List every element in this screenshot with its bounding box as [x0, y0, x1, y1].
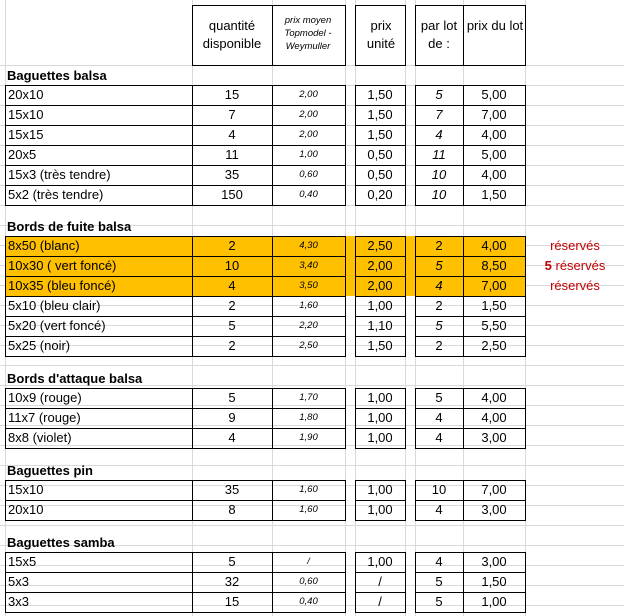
border-line: [5, 336, 346, 337]
border-line: [5, 408, 346, 409]
border-line: [415, 552, 526, 553]
border-line: [5, 296, 346, 297]
border-line: [355, 356, 406, 357]
border-line: [192, 236, 193, 357]
lot-size-cell: 2: [435, 338, 443, 353]
item-name: 3x3: [8, 594, 29, 609]
lot-price-cell: 5,00: [481, 87, 507, 102]
lot-price-cell: 4,00: [481, 238, 507, 253]
reserved-label: réservés: [550, 238, 600, 253]
unit-price-cell: /: [378, 594, 382, 609]
item-name: 5x25 (noir): [8, 338, 71, 353]
lot-size-cell: 4: [435, 278, 443, 293]
border-line: [415, 408, 526, 409]
border-line: [415, 5, 526, 6]
quantity-cell: 150: [221, 187, 243, 202]
item-name: 10x9 (rouge): [8, 390, 82, 405]
section-title: Baguettes pin: [7, 463, 93, 478]
unit-price-cell: 1,50: [367, 338, 393, 353]
border-line: [5, 85, 6, 206]
border-line: [415, 165, 526, 166]
border-line: [405, 236, 406, 357]
border-line: [5, 316, 346, 317]
average-price-cell: 1,90: [299, 432, 318, 443]
unit-price-cell: 0,50: [367, 167, 393, 182]
border-line: [355, 85, 356, 206]
border-line: [355, 236, 356, 357]
reserved-label: réservés: [550, 278, 600, 293]
border-line: [355, 125, 406, 126]
unit-price-cell: 1,10: [367, 318, 393, 333]
border-line: [355, 65, 406, 66]
border-line: [192, 552, 193, 613]
lot-price-cell: 4,00: [481, 410, 507, 425]
lot-price-cell: 4,00: [481, 390, 507, 405]
border-line: [415, 105, 526, 106]
quantity-cell: 4: [228, 127, 236, 142]
border-line: [192, 480, 193, 521]
item-name: 8x8 (violet): [8, 430, 72, 445]
average-price-cell: 0,40: [299, 189, 318, 200]
border-line: [272, 85, 273, 206]
border-line: [192, 5, 193, 65]
border-line: [415, 85, 416, 206]
border-line: [355, 428, 406, 429]
unit-price-cell: 1,00: [367, 298, 393, 313]
border-line: [272, 5, 273, 65]
border-line: [355, 408, 406, 409]
quantity-cell: 32: [224, 574, 240, 589]
border-line: [5, 276, 346, 277]
border-line: [355, 5, 356, 65]
border-line: [355, 612, 406, 613]
lot-size-cell: 10: [431, 187, 447, 202]
border-line: [272, 388, 273, 449]
border-line: [5, 572, 346, 573]
border-line: [5, 500, 346, 501]
header-prix-moyen: prix moyen Topmodel - Weymuller: [284, 15, 332, 52]
border-line: [5, 388, 346, 389]
unit-price-cell: 1,00: [367, 390, 393, 405]
reserved-count: 5: [544, 258, 552, 273]
border-line: [415, 65, 526, 66]
average-price-cell: 1,60: [299, 484, 318, 495]
border-line: [5, 592, 346, 593]
quantity-cell: 15: [224, 87, 240, 102]
border-line: [345, 388, 346, 449]
lot-size-cell: 5: [435, 87, 443, 102]
unit-price-cell: 2,00: [367, 258, 393, 273]
reserved-note: [526, 236, 624, 256]
border-line: [463, 552, 464, 613]
border-line: [355, 145, 406, 146]
average-price-cell: 2,00: [299, 89, 318, 100]
border-line: [415, 612, 526, 613]
quantity-cell: 4: [228, 430, 236, 445]
border-line: [415, 572, 526, 573]
border-line: [355, 276, 406, 277]
item-name: 10x30 ( vert foncé): [8, 258, 117, 273]
quantity-cell: 11: [225, 147, 239, 162]
lot-price-cell: 5,50: [481, 318, 507, 333]
border-line: [5, 552, 346, 553]
border-line: [5, 125, 346, 126]
unit-price-cell: 0,50: [367, 147, 393, 162]
unit-price-cell: 1,00: [367, 502, 393, 517]
border-line: [415, 256, 526, 257]
section-title: Bords d'attaque balsa: [7, 371, 143, 386]
quantity-cell: 5: [228, 318, 236, 333]
border-line: [5, 236, 6, 357]
average-price-cell: 0,60: [299, 576, 318, 587]
border-line: [415, 5, 416, 65]
average-price-cell: 2,00: [299, 129, 318, 140]
border-line: [415, 236, 416, 357]
unit-price-cell: 2,00: [367, 278, 393, 293]
border-line: [5, 428, 346, 429]
item-name: 5x20 (vert foncé): [8, 318, 106, 333]
lot-price-cell: 4,00: [481, 127, 507, 142]
lot-price-cell: 7,00: [481, 482, 507, 497]
item-name: 5x10 (bleu clair): [8, 298, 101, 313]
item-name: 10x35 (bleu foncé): [8, 278, 116, 293]
border-line: [415, 336, 526, 337]
border-line: [272, 236, 273, 357]
border-line: [355, 205, 406, 206]
lot-size-cell: 5: [435, 594, 443, 609]
lot-size-cell: 4: [435, 410, 443, 425]
unit-price-cell: 1,50: [367, 87, 393, 102]
lot-price-cell: 1,50: [481, 187, 507, 202]
border-line: [355, 552, 356, 613]
border-line: [5, 612, 346, 613]
border-line: [192, 388, 193, 449]
border-line: [463, 480, 464, 521]
lot-size-cell: 2: [435, 298, 443, 313]
header-par-lot: par lot de :: [420, 18, 458, 51]
section-title: Bords de fuite balsa: [7, 219, 132, 234]
border-line: [5, 480, 346, 481]
lot-size-cell: 5: [435, 574, 443, 589]
quantity-cell: 15: [224, 594, 240, 609]
item-name: 11x7 (rouge): [8, 410, 81, 425]
lot-price-cell: 4,00: [481, 167, 507, 182]
section-title: Baguettes samba: [7, 535, 115, 550]
average-price-cell: 1,60: [299, 504, 318, 515]
lot-price-cell: 7,00: [481, 278, 507, 293]
average-price-cell: 2,00: [299, 109, 318, 120]
lot-price-cell: 1,00: [481, 594, 507, 609]
header-prix-lot: prix du lot: [466, 18, 524, 33]
lot-price-cell: 5,00: [481, 147, 507, 162]
border-line: [355, 336, 406, 337]
quantity-cell: 2: [228, 338, 236, 353]
border-line: [5, 448, 346, 449]
border-line: [5, 205, 346, 206]
lot-size-cell: 4: [435, 430, 443, 445]
section-title: Baguettes balsa: [7, 68, 107, 83]
unit-price-cell: 1,50: [367, 107, 393, 122]
border-line: [272, 480, 273, 521]
border-line: [463, 388, 464, 449]
border-line: [415, 316, 526, 317]
border-line: [355, 500, 406, 501]
border-line: [355, 552, 406, 553]
border-line: [415, 388, 526, 389]
border-line: [355, 5, 406, 6]
border-line: [525, 236, 526, 357]
border-line: [405, 480, 406, 521]
header-quantite: quantité disponible: [202, 18, 262, 51]
item-name: 5x3: [8, 574, 29, 589]
border-line: [345, 552, 346, 613]
average-price-cell: 2,50: [299, 340, 318, 351]
border-line: [525, 388, 526, 449]
reserved-note: [526, 256, 624, 276]
border-line: [5, 85, 346, 86]
border-line: [5, 480, 6, 521]
reserved-label: réservés: [555, 258, 606, 273]
item-name: 5x2 (très tendre): [8, 187, 104, 202]
quantity-cell: 10: [224, 258, 240, 273]
lot-price-cell: 1,50: [481, 298, 507, 313]
border-line: [415, 592, 526, 593]
border-line: [415, 85, 526, 86]
border-line: [5, 552, 6, 613]
lot-size-cell: 10: [431, 482, 447, 497]
lot-size-cell: 7: [435, 107, 443, 122]
border-line: [405, 5, 406, 65]
lot-price-cell: 7,00: [481, 107, 507, 122]
border-line: [463, 5, 464, 65]
border-line: [463, 85, 464, 206]
border-line: [355, 256, 406, 257]
border-line: [5, 165, 346, 166]
border-line: [525, 552, 526, 613]
lot-price-cell: 3,00: [481, 502, 507, 517]
border-line: [415, 500, 526, 501]
lot-size-cell: 4: [435, 554, 443, 569]
header-prix-unite: prix unité: [366, 18, 396, 51]
unit-price-cell: 1,00: [367, 410, 393, 425]
lot-size-cell: 5: [435, 258, 443, 273]
border-line: [525, 480, 526, 521]
border-line: [345, 5, 346, 65]
unit-price-cell: /: [378, 574, 382, 589]
quantity-cell: 2: [228, 238, 236, 253]
border-line: [525, 85, 526, 206]
border-line: [5, 185, 346, 186]
border-line: [355, 520, 406, 521]
quantity-cell: 8: [228, 502, 236, 517]
lot-size-cell: 5: [435, 318, 443, 333]
border-line: [355, 448, 406, 449]
average-price-cell: 0,40: [299, 596, 318, 607]
border-line: [345, 236, 346, 357]
item-name: 20x5: [8, 147, 37, 162]
border-line: [405, 552, 406, 613]
quantity-cell: 7: [228, 107, 236, 122]
item-name: 15x5: [8, 554, 37, 569]
border-line: [5, 105, 346, 106]
border-line: [415, 480, 526, 481]
border-line: [5, 388, 6, 449]
border-line: [355, 592, 406, 593]
quantity-cell: 2: [228, 298, 236, 313]
lot-price-cell: 3,00: [481, 554, 507, 569]
border-line: [355, 480, 406, 481]
lot-size-cell: 4: [435, 502, 443, 517]
border-line: [5, 356, 346, 357]
average-price-cell: 3,40: [299, 260, 318, 271]
lot-price-cell: 3,00: [481, 430, 507, 445]
border-line: [355, 296, 406, 297]
average-price-cell: 1,70: [299, 392, 318, 403]
lot-size-cell: 10: [431, 167, 447, 182]
lot-size-cell: 11: [432, 147, 446, 162]
average-price-cell: 3,50: [299, 280, 318, 291]
unit-price-cell: 1,00: [367, 482, 393, 497]
lot-price-cell: 8,50: [481, 258, 507, 273]
border-line: [345, 85, 346, 206]
quantity-cell: 4: [228, 278, 236, 293]
border-line: [415, 276, 526, 277]
quantity-cell: 9: [228, 410, 236, 425]
border-line: [355, 572, 406, 573]
border-line: [405, 388, 406, 449]
border-line: [415, 296, 526, 297]
reserved-note: [526, 276, 624, 296]
item-name: 20x10: [8, 87, 44, 102]
border-line: [415, 428, 526, 429]
border-line: [463, 236, 464, 357]
border-line: [355, 480, 356, 521]
unit-price-cell: 0,20: [367, 187, 393, 202]
grid-line: [0, 365, 624, 366]
border-line: [415, 236, 526, 237]
average-price-cell: 1,00: [299, 149, 318, 160]
border-line: [5, 520, 346, 521]
border-line: [355, 316, 406, 317]
border-line: [5, 145, 346, 146]
quantity-cell: 5: [228, 554, 236, 569]
border-line: [192, 5, 346, 6]
border-line: [415, 205, 526, 206]
item-name: 15x10: [8, 107, 44, 122]
item-name: 15x3 (très tendre): [8, 167, 111, 182]
border-line: [415, 388, 416, 449]
border-line: [355, 236, 406, 237]
quantity-cell: 5: [228, 390, 236, 405]
lot-size-cell: 5: [435, 390, 443, 405]
border-line: [415, 552, 416, 613]
border-line: [355, 105, 406, 106]
border-line: [192, 65, 346, 66]
item-name: 20x10: [8, 502, 44, 517]
border-line: [355, 85, 406, 86]
average-price-cell: /: [307, 556, 310, 567]
border-line: [5, 236, 346, 237]
border-line: [415, 520, 526, 521]
border-line: [272, 552, 273, 613]
lot-price-cell: 1,50: [481, 574, 507, 589]
lot-size-cell: 2: [435, 238, 443, 253]
item-name: 15x15: [8, 127, 44, 142]
average-price-cell: 1,80: [299, 412, 318, 423]
border-line: [192, 85, 193, 206]
border-line: [415, 125, 526, 126]
average-price-cell: 0,60: [299, 169, 318, 180]
unit-price-cell: 1,50: [367, 127, 393, 142]
item-name: 15x10: [8, 482, 44, 497]
border-line: [415, 356, 526, 357]
border-line: [415, 145, 526, 146]
border-line: [5, 256, 346, 257]
border-line: [355, 165, 406, 166]
border-line: [355, 388, 406, 389]
item-name: 8x50 (blanc): [8, 238, 80, 253]
unit-price-cell: 2,50: [367, 238, 393, 253]
border-line: [415, 480, 416, 521]
quantity-cell: 35: [224, 482, 240, 497]
quantity-cell: 35: [224, 167, 240, 182]
lot-size-cell: 4: [435, 127, 443, 142]
border-line: [525, 5, 526, 65]
unit-price-cell: 1,00: [367, 554, 393, 569]
border-line: [355, 388, 356, 449]
border-line: [355, 185, 406, 186]
average-price-cell: 4,30: [299, 240, 318, 251]
border-line: [415, 185, 526, 186]
average-price-cell: 2,20: [299, 320, 318, 331]
lot-price-cell: 2,50: [481, 338, 507, 353]
border-line: [415, 448, 526, 449]
border-line: [345, 480, 346, 521]
unit-price-cell: 1,00: [367, 430, 393, 445]
border-line: [405, 85, 406, 206]
grid-line: [0, 525, 624, 526]
average-price-cell: 1,60: [299, 300, 318, 311]
